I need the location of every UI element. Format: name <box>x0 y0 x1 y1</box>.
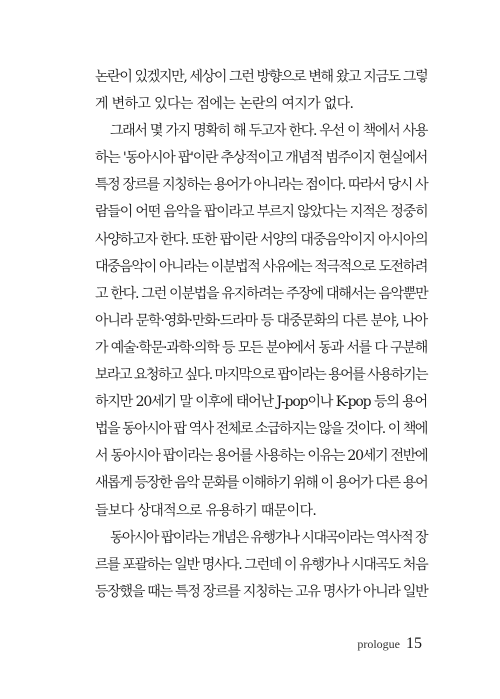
text-line: 논란이 있겠지만, 세상이 그런 방향으로 변해 왔고 지금도 그렇 <box>95 69 428 85</box>
text-line: 동아시아 팝이라는 개념은 유행가나 시대곡이라는 역사적 장 <box>110 529 427 546</box>
text-line: 람들이 어떤 음악을 팝이라고 부르지 않았다는 지적은 정중히 <box>95 204 428 221</box>
page-footer <box>357 635 422 653</box>
text-line: 서 동아시아 팝이라는 용어를 사용하는 이유는 20세기 전반에 <box>95 448 428 465</box>
text-line: 특정 장르를 지칭하는 용어가 아니라는 점이다. 따라서 당시 사 <box>95 177 428 194</box>
body-text <box>95 64 427 606</box>
text-line: 아니라 문학·영화·만화·드라마 등 대중문화의 다른 분야, 나아 <box>95 312 427 329</box>
text-line: 르를 포괄하는 일반 명사다. 그런데 이 유행가나 시대곡도 처음 <box>95 556 428 573</box>
text-line: 등장했을 때는 특정 장르를 지칭하는 고유 명사가 아니라 일반 <box>95 583 428 600</box>
running-head: prologue <box>357 637 400 651</box>
page-number: 15 <box>406 635 422 652</box>
text-line: 보라고 요청하고 싶다. 마지막으로 팝이라는 용어를 사용하기는 <box>95 367 427 384</box>
text-line: 법을 동아시아 팝 역사 전체로 소급하지는 않을 것이다. 이 책에 <box>95 421 427 438</box>
text-line: 들보다 상대적으로 유용하기 때문이다. <box>95 502 317 519</box>
text-line: 대중음악이 아니라는 이분법적 사유에는 적극적으로 도전하려 <box>95 258 428 275</box>
text-line: 사양하고자 한다. 또한 팝이란 서양의 대중음악이지 아시아의 <box>95 231 428 248</box>
text-line: 고 한다. 그런 이분법을 유지하려는 주장에 대해서는 음악뿐만 <box>95 285 428 302</box>
text-line: 하지만 20세기 말 이후에 태어난 J-pop이나 K-pop 등의 용어 <box>95 394 427 411</box>
text-line: 하는 '동아시아 팝'이란 추상적이고 개념적 범주이지 현실에서 <box>95 150 427 167</box>
text-line: 새롭게 등장한 음악 문화를 이해하기 위해 이 용어가 다른 용어 <box>95 475 428 492</box>
text-line: 그래서 몇 가지 명확히 해 두고자 한다. 우선 이 책에서 사용 <box>110 123 427 140</box>
text-line: 게 변하고 있다는 점에는 논란의 여지가 없다. <box>95 96 354 113</box>
text-line: 가 예술·학문·과학·의학 등 모든 분야에서 동과 서를 다 구분해 <box>95 339 427 356</box>
